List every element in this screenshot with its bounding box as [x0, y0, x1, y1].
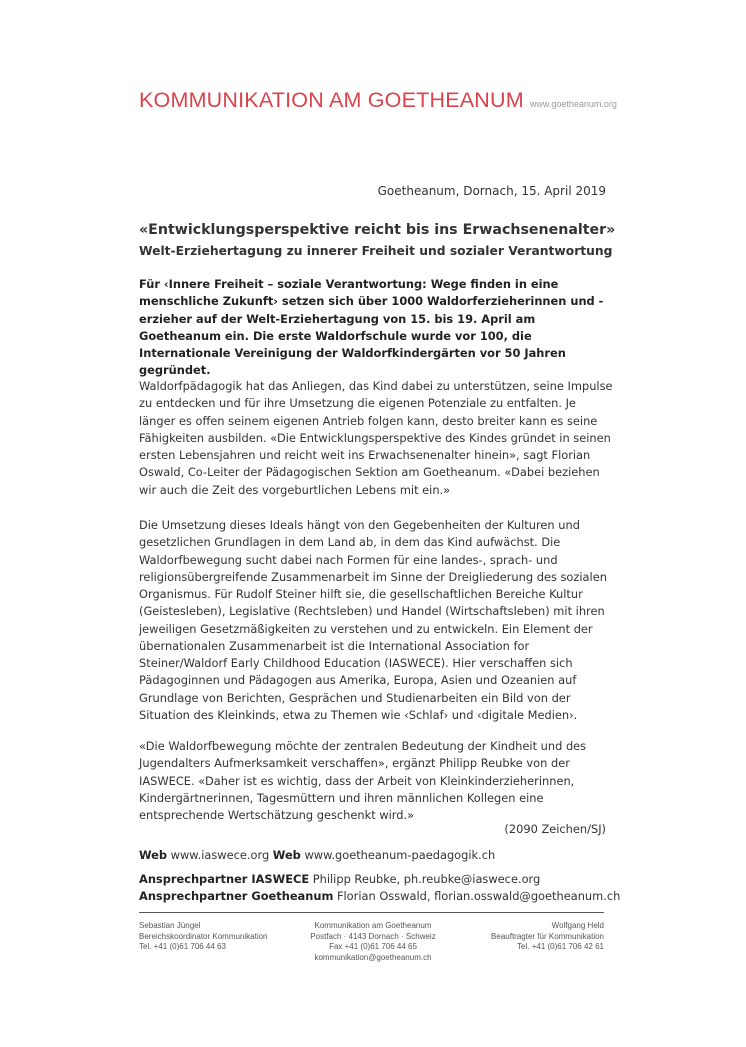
contact-goetheanum — [139, 888, 620, 905]
footer-center-address: Postfach · 4143 Dornach · Schweiz — [310, 931, 436, 941]
footer-left — [139, 921, 268, 953]
web-links — [139, 848, 495, 862]
contact-value[interactable]: Philipp Reubke, ph.reubke@iaswece.org — [312, 872, 541, 886]
web-label-1: Web — [139, 848, 168, 862]
press-subtitle: Welt-Erziehertagung zu innerer Freiheit und sozialer Verantwortung — [139, 244, 613, 258]
footer-center-org: Kommunikation am Goetheanum — [314, 921, 432, 930]
footer-center-fax: Fax +41 (0)61 706 44 65 — [329, 942, 417, 951]
contact-value[interactable]: Florian Osswald, florian.osswald@goetheanum.ch — [336, 889, 621, 903]
web-link-goetheanum-paedagogik[interactable]: www.goetheanum-paedagogik.ch — [304, 848, 496, 862]
lead-paragraph: Für ‹Innere Freiheit – soziale Verantwortung: Wege finden in eine menschliche Zukunft› setzen sich über 1000 Waldorferzieherinnen und -erzieher auf der Welt-Erziehertagung von 15. bis 19. April am Goetheanum ein. Die erste Waldorfschule wurde vor 100, die Internationale Vereinigung der Waldorfkindergärten vor 50 Jahren gegründet. — [139, 277, 604, 378]
body-paragraph-3: «Die Waldorfbewegung möchte der zentralen Bedeutung der Kindheit und des Jugendalters Aufmerksamkeit verschaffen», ergänzt Philipp Reubke von der IASWECE. «Daher ist es wichtig, dass der Arbeit von Kleinkinderzieherinnen, Kindergärtnerinnen, Tagesmüttern und ihren männlichen Kollegen eine entsprechende Wertschätzung geschenkt wird.» — [139, 739, 587, 822]
web-label-2: Web — [272, 848, 301, 862]
footer-left-phone: Tel. +41 (0)61 706 44 63 — [139, 942, 226, 951]
contact-list — [139, 871, 620, 905]
press-title: «Entwicklungsperspektive reicht bis ins Erwachsenenalter» — [139, 222, 616, 238]
header-url[interactable]: www.goetheanum.org — [529, 99, 617, 109]
footer-left-name: Sebastian Jüngel — [139, 921, 201, 930]
footer-left-role: Bereichskoordinator Kommunikation — [139, 931, 268, 941]
dateline: Goetheanum, Dornach, 15. April 2019 — [377, 184, 606, 198]
body-paragraph-1: Waldorfpädagogik hat das Anliegen, das Kind dabei zu unterstützen, seine Impulse zu entdecken und für ihre Umsetzung die eigenen Potenziale zu entfalten. Je länger es offen seinem eigenen Antrieb folgen kann, desto breiter kann es seine Fähigkeiten ausbilden. «Die Entwicklungsperspektive des Kindes gründet in seinen ersten Lebensjahren und reicht weit ins Erwachsenenalter hinein», sagt Florian Oswald, Co-Leiter der Pädagogischen Sektion am Goetheanum. «Dabei beziehen wir auch die Zeit des vorgeburtlichen Lebens mit ein.» — [139, 379, 613, 497]
footer-right-role: Beauftragter für Kommunikation — [491, 931, 604, 941]
contact-iaswece — [139, 871, 620, 888]
body-paragraph-2: Die Umsetzung dieses Ideals hängt von den Gegebenheiten der Kulturen und gesetzlichen Grundlagen in dem Land ab, in dem das Kind aufwächst. Die Waldorfbewegung sucht dabei nach Formen für eine landes-, sprach- und religionsübergreifende Zusammenarbeit im Sinne der Dreigliederung des sozialen Organismus. Für Rudolf Steiner hilft sie, die gesellschaftlichen Bereiche Kultur (Geistesleben), Legislative (Rechtsleben) und Handel (Wirtschaftsleben) mit ihren jeweiligen Gesetzmäßigkeiten zu verstehen und zu entwickeln. Ein Element der übernationalen Zusammenarbeit ist die International Association for Steiner/Waldorf Early Childhood Education (IASWECE). Hier verschaffen sich Pädagoginnen und Pädagogen aus Amerika, Europa, Asien und Ozeanien auf Grundlage von Berichten, Gesprächen und Studienarbeiten ein Bild von der Situation des Kleinkinds, etwa zu Themen wie ‹Schlaf› und ‹digitale Medien›. — [139, 518, 607, 722]
contact-label: Ansprechpartner IASWECE — [139, 872, 310, 886]
footer-center-email[interactable]: kommunikation@goetheanum.ch — [314, 952, 432, 962]
footer-right-phone: Tel. +41 (0)61 706 42 61 — [517, 942, 604, 951]
web-link-iaswece[interactable]: www.iaswece.org — [170, 848, 270, 862]
footer-right — [491, 921, 604, 953]
footer-right-name: Wolfgang Held — [551, 921, 604, 930]
letterhead — [139, 88, 617, 113]
character-count: (2090 Zeichen/SJ) — [504, 822, 606, 836]
footer-divider — [139, 912, 604, 913]
brand-name: KOMMUNIKATION AM GOETHEANUM — [139, 88, 524, 112]
contact-label: Ansprechpartner Goetheanum — [139, 889, 334, 903]
footer-center — [280, 921, 466, 963]
